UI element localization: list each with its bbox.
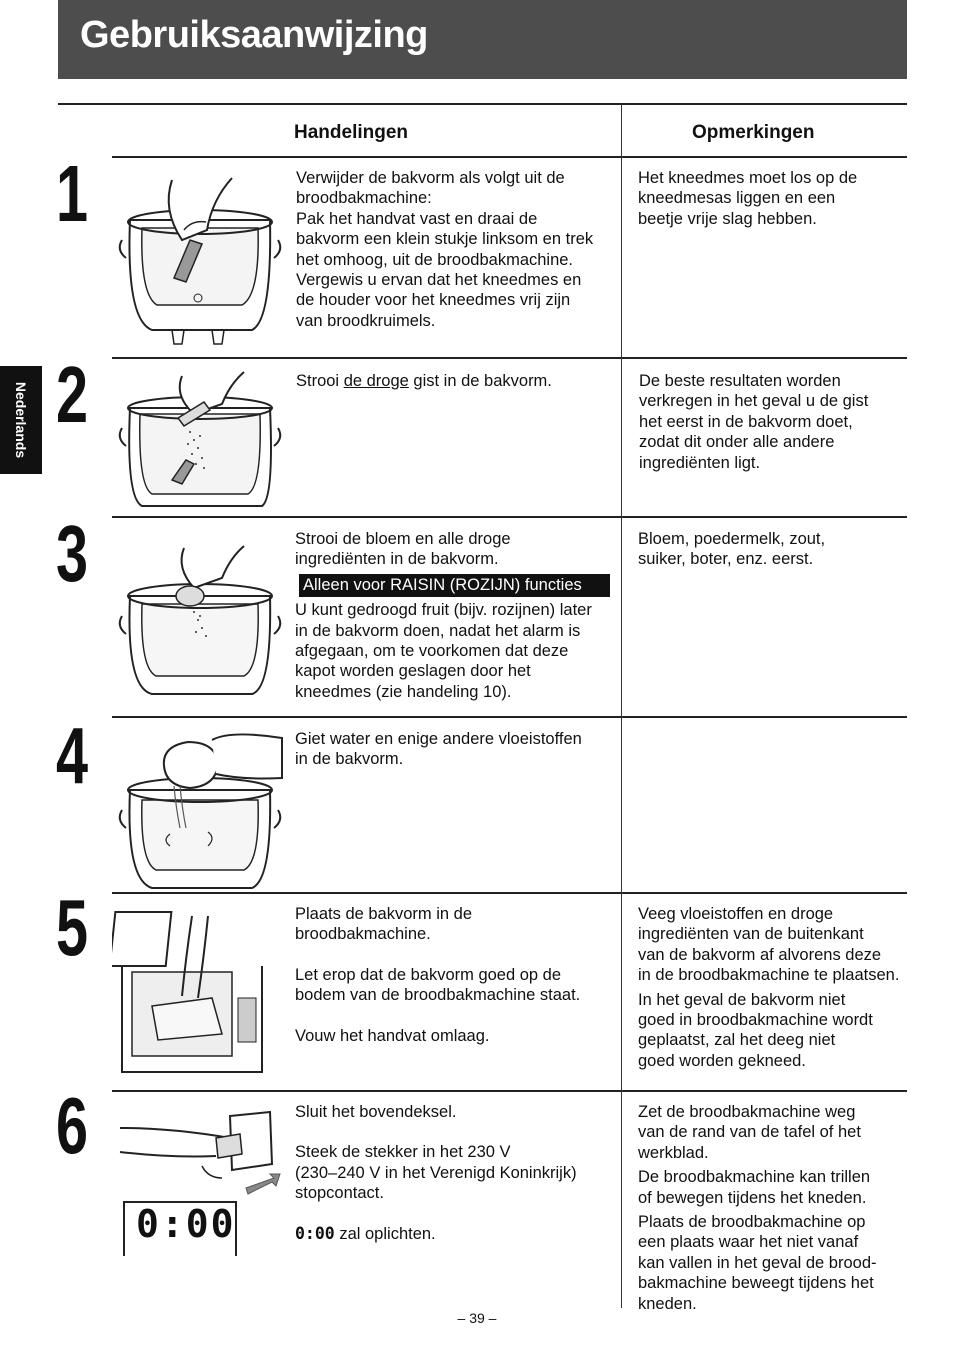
table-top-rule [58,103,907,105]
display-readout-inline: 0:00 [295,1223,335,1243]
step-number: 1 [56,149,89,238]
water-pouring-illustration [112,728,287,890]
row-rule-3 [112,516,907,518]
header-bottom-rule [112,156,907,158]
column-heading-remarks: Opmerkingen [692,122,815,143]
plug-in-illustration [112,1108,282,1200]
lcd-display [122,1200,238,1256]
yeast-sprinkling-illustration [112,368,287,508]
lcd-readout: 0:00 [136,1202,236,1246]
row-rule-5 [112,892,907,894]
row-rule-6 [112,1090,907,1092]
step-number: 3 [56,509,89,598]
flour-adding-illustration [112,540,287,698]
raisin-function-badge: Alleen voor RAISIN (ROZIJN) functies [299,574,610,597]
step1-action: Verwijder de bakvorm als volgt uit de broodbakmachine: Pak het handvat vast en draai de bakvorm een klein stukje linksom en trek het omhoog, uit de broodbakmachine. Vergewis u ervan dat het kneedmes en de houder voor het kneedmes vrij zijn van broodkruimels. [296,169,594,330]
step-number: 4 [56,711,89,800]
page-title: Gebruiksaanwijzing [80,14,428,56]
step-number: 2 [56,350,89,439]
step5-remark: Veeg vloeistoffen en droge ingrediënten van de buitenkant van de bakvorm af alvorens deze in de broodbakmachine te plaatsen. In het geval de bakvorm niet goed in broodbakmachine wordt geplaatst, zal het deeg niet goed worden gekneed. [638,905,900,1070]
step2-action: Strooi de droge gist in de bakvorm. [296,372,552,390]
column-heading-actions: Handelingen [294,122,409,143]
title-bar [58,0,907,79]
language-tab [0,366,42,474]
row-rule-4 [112,716,907,718]
row-rule-2 [112,357,907,359]
step6-action: Sluit het bovendeksel. Steek de stekker in het 230 V (230–240 V in het Verenigd Koninkrijk) stopcontact. 0:00 zal oplichten. [295,1103,577,1243]
step5-action: Plaats de bakvorm in de broodbakmachine. Let erop dat de bakvorm goed op de bodem van de broodbakmachine staat. Vouw het handvat omlaag. [295,905,581,1045]
language-tab-label: Nederlands [13,381,29,459]
step6-remark: Zet de broodbakmachine weg van de rand van de tafel of het werkblad. De broodbakmachine kan trillen of bewegen tijdens het kneden. Plaats de broodbakmachine op een plaats waar het niet vanaf kan vallen in het geval de brood- bakmachine beweegt tijdens het kneden. [638,1103,877,1313]
step-number: 5 [56,883,89,972]
column-divider [621,104,622,1308]
step2-remark: De beste resultaten worden verkregen in het geval u de gist het eerst in de bakvorm doet, zodat dit onder alle andere ingrediënten ligt. [639,372,869,472]
bread-pan-removal-illustration [112,170,287,346]
step1-remark: Het kneedmes moet los op de kneedmesas liggen en een beetje vrije slag hebben. [638,169,858,228]
step3-action: Strooi de bloem en alle droge ingrediënten in de bakvorm. Alleen voor RAISIN (ROZIJN) functies U kunt gedroogd fruit (bijv. rozijnen) later in de bakvorm doen, nadat het alarm is afgegaan, om te voorkomen dat deze kapot worden geslagen door het kneedmes (zie handeling 10). [295,529,617,702]
pan-placement-illustration [112,906,272,1082]
step-number: 6 [56,1081,89,1170]
step4-action: Giet water en enige andere vloeistoffen in de bakvorm. [295,730,582,769]
step3-remark: Bloem, poedermelk, zout, suiker, boter, enz. eerst. [638,530,826,569]
page-number: – 39 – [457,1310,497,1326]
